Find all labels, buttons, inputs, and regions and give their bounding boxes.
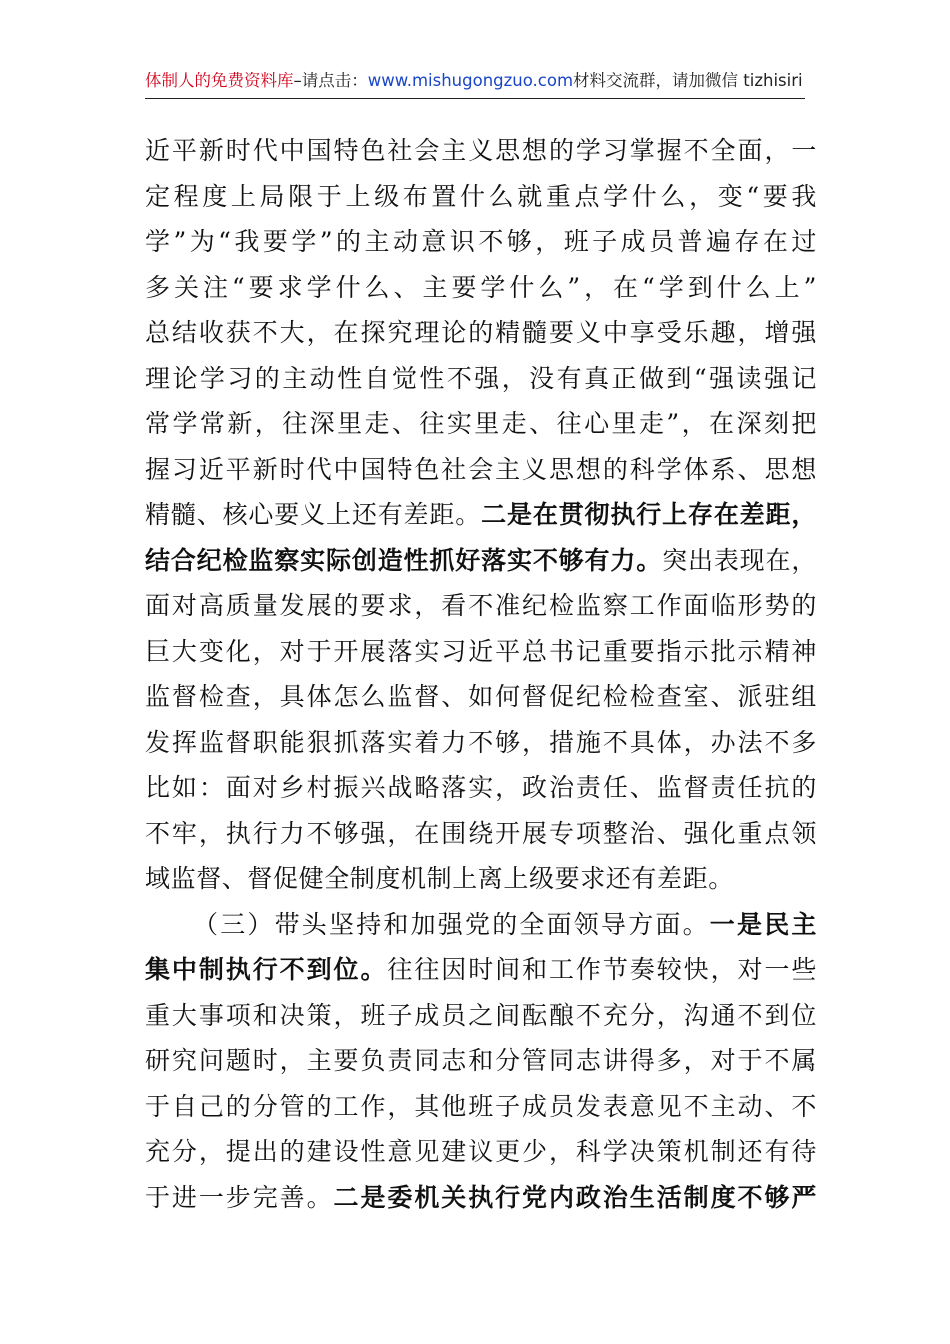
text-line — [145, 356, 817, 402]
text-segment: 常学常新，往深里走、往实里走、往心里走”，在深刻把 — [145, 409, 817, 438]
bold-text-segment: 一是民主 — [709, 909, 817, 939]
text-segment: 比如：面对乡村振兴战略落实，政治责任、监督责任抗的 — [145, 773, 817, 802]
bold-text-segment: 结合纪检监察实际创造性抓好落实不够有力。 — [145, 545, 663, 575]
text-line — [145, 902, 817, 948]
text-line — [145, 310, 817, 356]
text-line — [145, 401, 817, 447]
text-line — [145, 447, 817, 493]
text-segment: 巨大变化，对于开展落实习近平总书记重要指示批示精神 — [145, 636, 817, 666]
text-line — [145, 1129, 817, 1175]
text-line — [145, 856, 817, 902]
text-line — [145, 583, 817, 629]
text-line — [145, 174, 817, 220]
text-line — [145, 947, 817, 993]
text-segment: 监督检查，具体怎么监督、如何督促纪检检查室、派驻组 — [145, 682, 817, 711]
text-line — [145, 1084, 817, 1130]
header-tail-text: 材料交流群，请加微信 tizhisiri — [573, 71, 803, 90]
text-segment: 近平新时代中国特色社会主义思想的学习掌握不全面，一 — [145, 136, 817, 165]
text-segment: 多关注“要求学什么、主要学什么”，在“学到什么上” — [145, 272, 817, 302]
text-segment: 学”为“我要学”的主动意识不够，班子成员普遍存在过 — [145, 227, 817, 256]
text-line — [145, 674, 817, 720]
bold-text-segment: 二是委机关执行党内政治生活制度不够严 — [333, 1182, 817, 1212]
text-segment: 充分，提出的建设性意见建议更少，科学决策机制还有待 — [145, 1137, 817, 1166]
text-line — [145, 1175, 817, 1221]
text-line — [145, 265, 817, 311]
text-segment: 研究问题时，主要负责同志和分管同志讲得多，对于不属 — [145, 1046, 817, 1075]
text-segment: 握习近平新时代中国特色社会主义思想的科学体系、思想 — [145, 454, 817, 484]
bold-text-segment: 集中制执行不到位。 — [145, 955, 388, 984]
text-segment: 于自己的分管的工作，其他班子成员发表意见不主动、不 — [145, 1091, 817, 1121]
text-segment: 往往因时间和工作节奏较快，对一些 — [387, 955, 817, 984]
text-line — [145, 629, 817, 675]
text-segment: 重大事项和决策，班子成员之间酝酿不充分，沟通不到位 — [145, 1000, 817, 1030]
page-header — [145, 64, 805, 99]
text-segment: 定程度上局限于上级布置什么就重点学什么，变“要我 — [145, 181, 817, 211]
bold-text-segment: 二是在贯彻执行上存在差距， — [481, 500, 817, 529]
text-line — [145, 811, 817, 857]
text-line — [145, 720, 817, 766]
header-url-link[interactable]: www.mishugongzuo.com — [367, 71, 574, 90]
text-segment: 突出表现在， — [662, 545, 817, 575]
text-segment: 面对高质量发展的要求，看不准纪检监察工作面临形势的 — [145, 591, 817, 620]
text-line — [145, 1038, 817, 1084]
text-segment: 总结收获不大，在探究理论的精髓要义中享受乐趣，增强 — [145, 318, 817, 347]
text-line — [145, 765, 817, 811]
text-line — [145, 492, 817, 538]
text-segment: （三）带头坚持和加强党的全面领导方面。 — [193, 909, 710, 939]
text-segment: 于进一步完善。 — [145, 1182, 334, 1212]
header-separator: –请点击： — [293, 71, 368, 90]
text-line — [145, 128, 817, 174]
text-segment: 不牢，执行力不够强，在围绕开展专项整治、强化重点领 — [145, 818, 817, 848]
text-segment: 发挥监督职能狠抓落实着力不够，措施不具体，办法不多 — [145, 727, 817, 757]
text-segment: 域监督、督促健全制度机制上离上级要求还有差距。 — [145, 864, 734, 893]
text-line — [145, 993, 817, 1039]
text-segment: 理论学习的主动性自觉性不强，没有真正做到“强读强记 — [145, 363, 817, 393]
header-brand: 体制人的免费资料库 — [145, 71, 294, 90]
text-line — [145, 219, 817, 265]
document-body — [145, 128, 817, 1220]
text-segment: 精髓、核心要义上还有差距。 — [145, 500, 482, 529]
text-line — [145, 538, 817, 584]
